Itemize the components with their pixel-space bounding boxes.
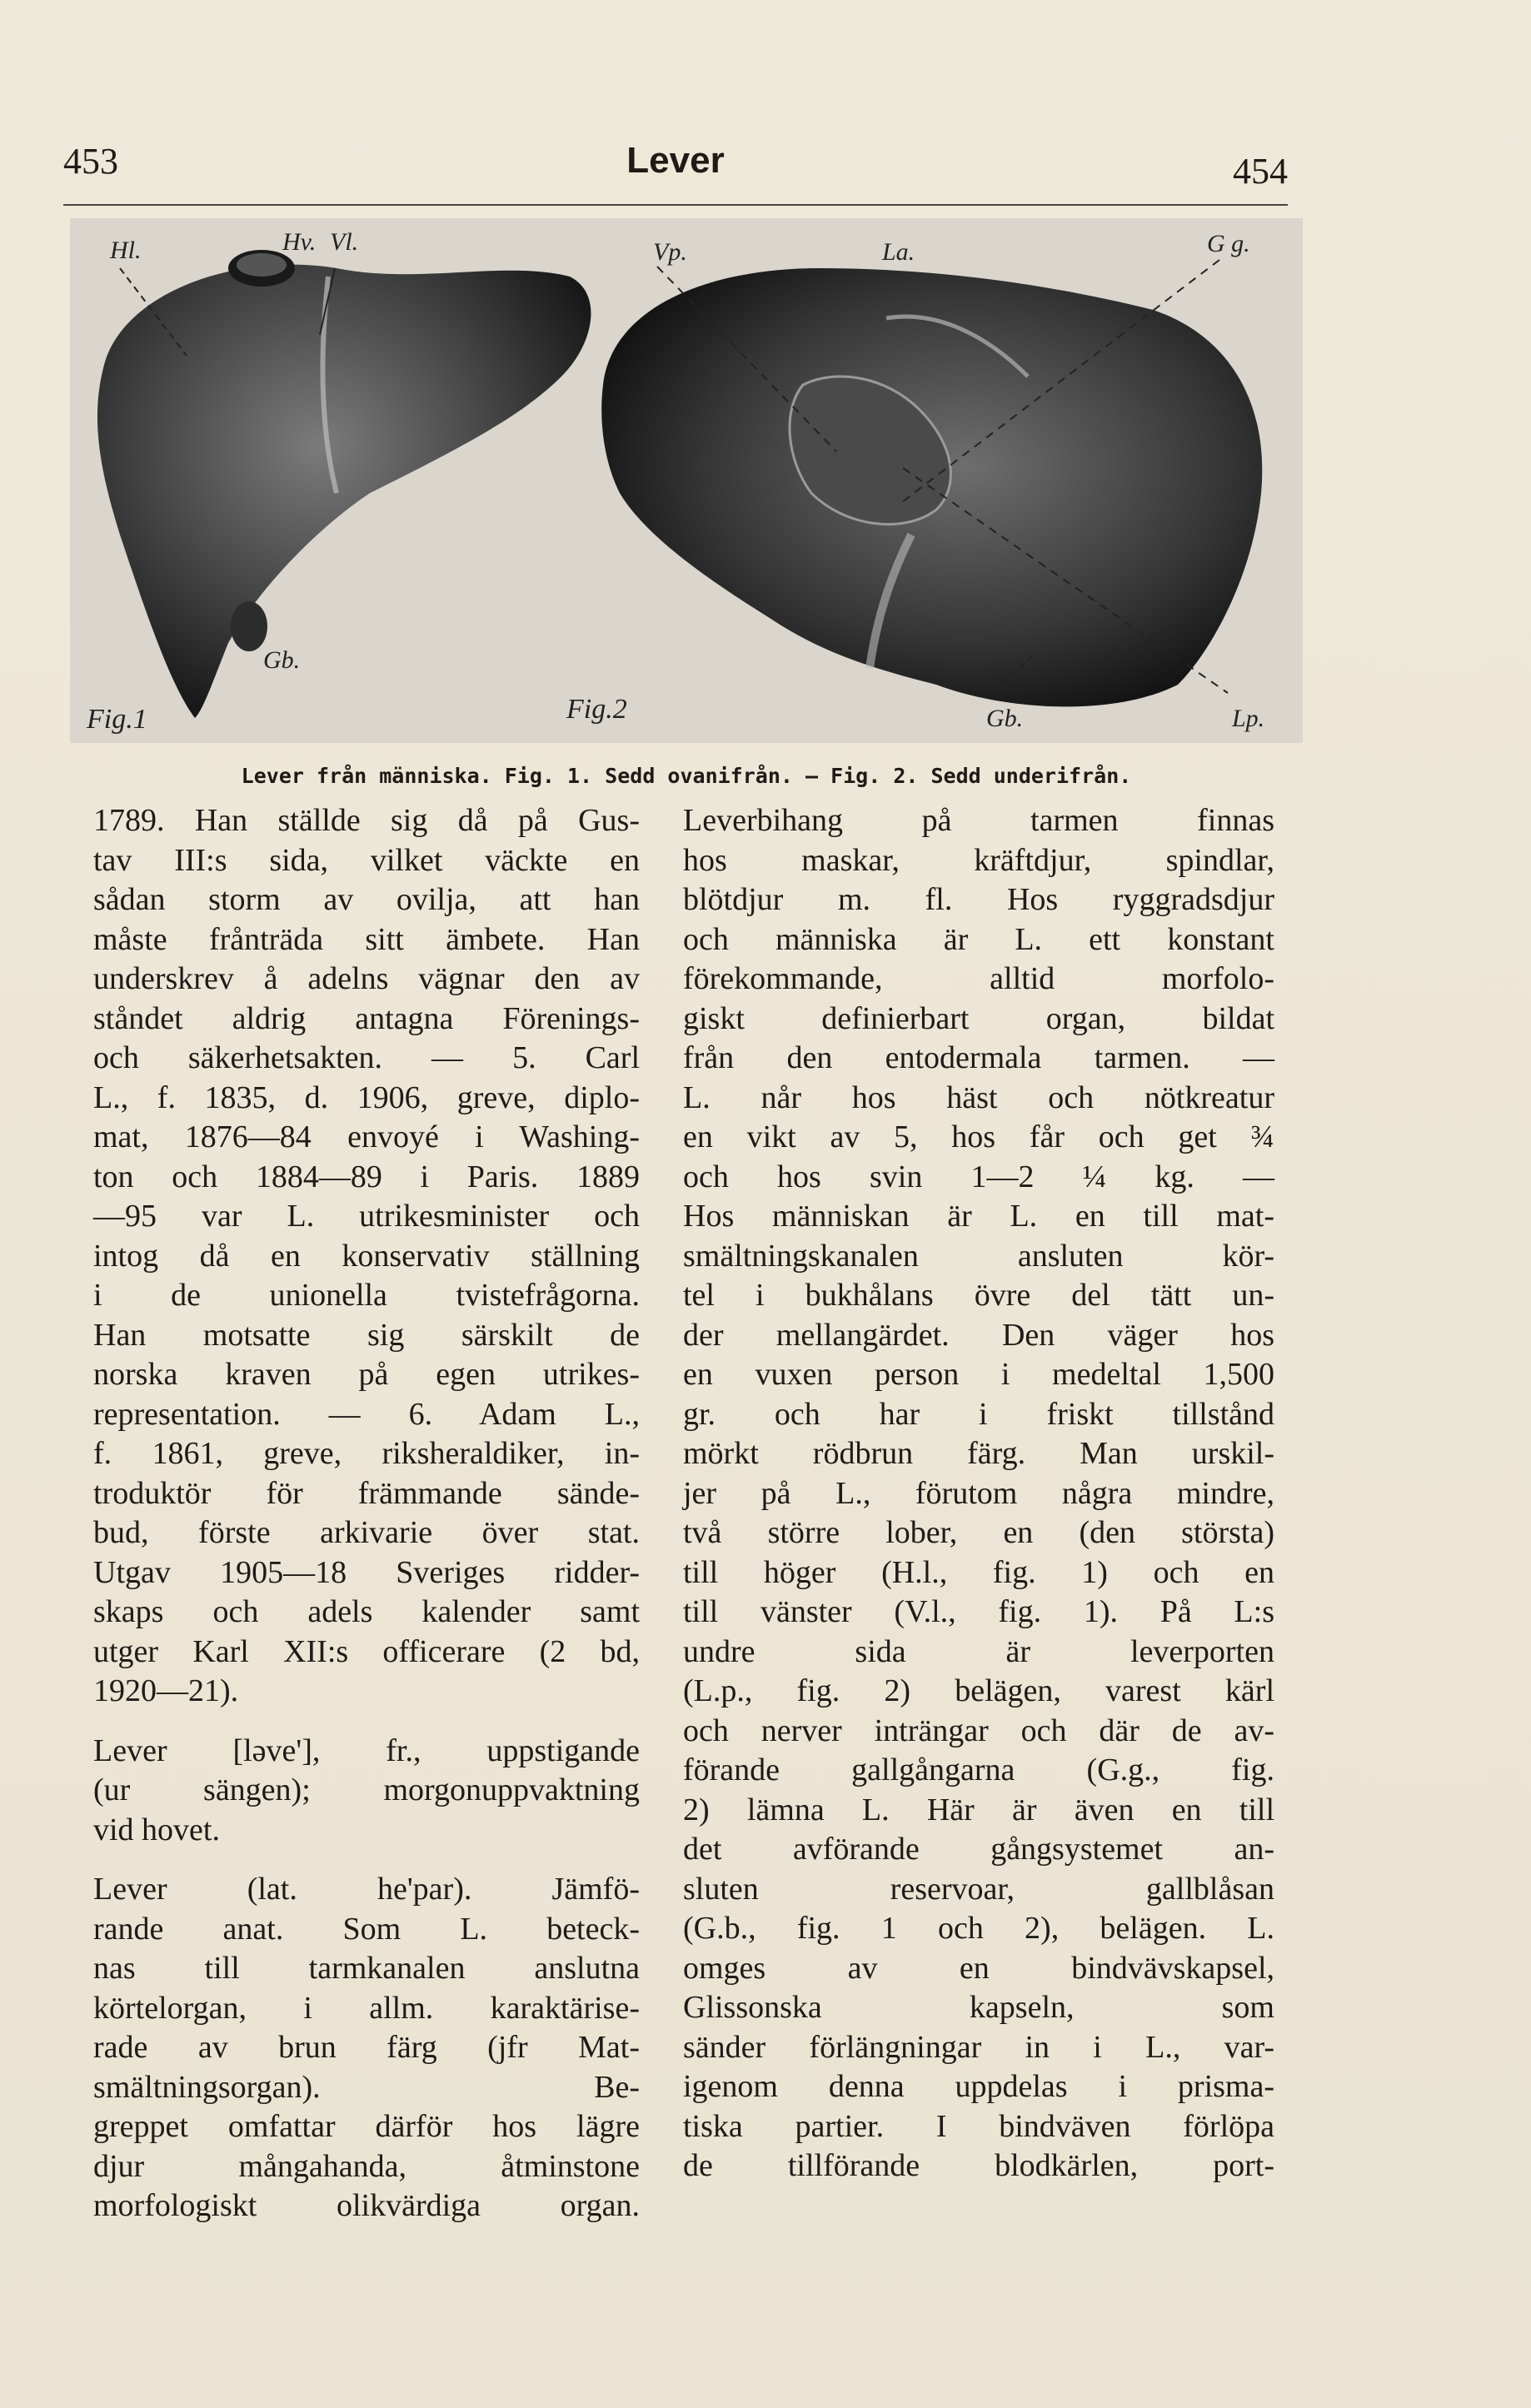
text-line: gr. och har i friskt tillstånd <box>683 1396 1274 1432</box>
text-line: smältningsorgan). Be- <box>93 2069 640 2105</box>
text-line: från den entodermala tarmen. — <box>683 1040 1274 1075</box>
text-line: der mellangärdet. Den väger hos <box>683 1317 1274 1353</box>
text-line: underskrev å adelns vägnar den av <box>93 961 640 996</box>
label-vp: Vp. <box>653 238 687 266</box>
text-line: det avförande gångsystemet an- <box>683 1832 1274 1867</box>
text-line: måste frånträda sitt ämbete. Han <box>93 921 640 957</box>
text-line: norska kraven på egen utrikes- <box>93 1357 640 1392</box>
text-line: Han motsatte sig särskilt de <box>93 1317 640 1353</box>
text-line: Glissonska kapseln, som <box>683 1990 1274 2025</box>
label-hv: Hv. <box>282 228 317 256</box>
text-line: och människa är L. ett konstant <box>683 921 1274 957</box>
liver-illustration <box>70 218 1303 743</box>
entry-lever-lat-line: Lever (lat. he'par). Jämfö- <box>93 1872 640 1907</box>
text-line: nas till tarmkanalen anslutna <box>93 1951 640 1986</box>
label-lp: Lp. <box>1232 705 1265 732</box>
text-line: utger Karl XII:s officerare (2 bd, <box>93 1633 640 1669</box>
text-line: blötdjur m. fl. Hos ryggradsdjur <box>683 882 1274 917</box>
text-line: till vänster (V.l., fig. 1). På L:s <box>683 1594 1274 1629</box>
text-line: tiska partier. I bindväven förlöpa <box>683 2108 1274 2144</box>
text-line: 2) lämna L. Här är även en till <box>683 1792 1274 1827</box>
text-line: morfologiskt olikvärdiga organ. <box>93 2188 640 2223</box>
text-line: rade av brun färg (jfr Mat- <box>93 2030 640 2065</box>
text-line: troduktör för främmande sände- <box>93 1475 640 1511</box>
text-line: de tillförande blodkärlen, port- <box>683 2148 1274 2183</box>
text-line: smältningskanalen ansluten kör- <box>683 1238 1274 1274</box>
text-line: sådan storm av ovilja, att han <box>93 882 640 917</box>
right-column <box>683 801 1274 2186</box>
text-line: L. når hos häst och nötkreatur <box>683 1079 1274 1115</box>
text-line: tel i bukhålans övre del tätt un- <box>683 1278 1274 1313</box>
header-rule <box>63 204 1288 206</box>
text-line: Utgav 1905—18 Sveriges ridder- <box>93 1554 640 1590</box>
figure-caption: Lever från människa. Fig. 1. Sedd ovanifrån. — Fig. 2. Sedd underifrån. <box>241 764 1132 788</box>
text-line: igenom denna uppdelas i prisma- <box>683 2069 1274 2104</box>
text-line: bud, förste arkivarie över stat. <box>93 1515 640 1550</box>
text-line: skaps och adels kalender samt <box>93 1594 640 1629</box>
text-line: ton och 1884—89 i Paris. 1889 <box>93 1159 640 1194</box>
text-line: och hos svin 1—2 ¼ kg. — <box>683 1159 1274 1194</box>
running-title: Lever <box>626 140 725 181</box>
text-line: två större lober, en (den största) <box>683 1515 1274 1550</box>
text-line: giskt definierbart organ, bildat <box>683 1000 1274 1036</box>
text-line: (L.p., fig. 2) belägen, varest kärl <box>683 1673 1274 1708</box>
text-line: f. 1861, greve, riksheraldiker, in- <box>93 1436 640 1471</box>
text-line: mat, 1876—84 envoyé i Washing- <box>93 1119 640 1154</box>
text-line: vid hovet. <box>93 1812 220 1847</box>
text-line: —95 var L. utrikesminister och <box>93 1199 640 1234</box>
text-line: och säkerhetsakten. — 5. Carl <box>93 1040 640 1075</box>
text-line: Hos människan är L. en till mat- <box>683 1199 1274 1234</box>
text-line: ståndet aldrig antagna Förenings- <box>93 1000 640 1036</box>
text-line: förekommande, alltid morfolo- <box>683 961 1274 996</box>
paragraph-gap <box>93 1712 640 1732</box>
page-number-right: 454 <box>1233 151 1288 192</box>
text-line: representation. — 6. Adam L., <box>93 1396 640 1432</box>
left-column <box>93 801 640 2226</box>
text-line: tav III:s sida, vilket väckte en <box>93 842 640 878</box>
text-line: hos maskar, kräftdjur, spindlar, <box>683 842 1274 878</box>
label-gb-fig2: Gb. <box>986 705 1024 732</box>
text-line: (G.b., fig. 1 och 2), belägen. L. <box>683 1911 1274 1946</box>
text-line: och nerver inträngar och där de av- <box>683 1713 1274 1748</box>
text-line: i de unionella tvistefrågorna. <box>93 1278 640 1313</box>
text-line: körtelorgan, i allm. karaktärise- <box>93 1990 640 2026</box>
text-line: 1789. Han ställde sig då på Gus- <box>93 803 640 838</box>
fig1-label: Fig.1 <box>87 704 147 735</box>
text-line: en vikt av 5, hos får och get ¾ <box>683 1119 1274 1154</box>
text-line: greppet omfattar därför hos lägre <box>93 2109 640 2144</box>
text-line: sluten reservoar, gallblåsan <box>683 1871 1274 1907</box>
entry-lever-fr-line: Lever [ləve'], fr., uppstigande <box>93 1732 640 1768</box>
label-gg: G g. <box>1207 230 1250 257</box>
fig2-label: Fig.2 <box>566 694 627 725</box>
text-line: intog då en konservativ ställning <box>93 1238 640 1274</box>
text-line: Leverbihang på tarmen finnas <box>683 803 1274 838</box>
text-line: mörkt rödbrun färg. Man urskil- <box>683 1436 1274 1471</box>
liver-drawing <box>70 218 1303 743</box>
text-line: till höger (H.l., fig. 1) och en <box>683 1554 1274 1590</box>
text-line: L., f. 1835, d. 1906, greve, diplo- <box>93 1079 640 1115</box>
label-hl: Hl. <box>110 237 142 264</box>
text-line: en vuxen person i medeltal 1,500 <box>683 1357 1274 1392</box>
label-la: La. <box>882 238 915 266</box>
running-header <box>63 133 1288 200</box>
text-line: omges av en bindvävskapsel, <box>683 1950 1274 1986</box>
text-line: rande anat. Som L. beteck- <box>93 1911 640 1947</box>
text-line: undre sida är leverporten <box>683 1633 1274 1669</box>
text-line: djur mångahanda, åtminstone <box>93 2148 640 2184</box>
text-line: 1920—21). <box>93 1673 239 1708</box>
text-line: sänder förlängningar in i L., var- <box>683 2029 1274 2065</box>
page-number-left: 453 <box>63 141 118 182</box>
text-line: (ur sängen); morgonuppvaktning <box>93 1772 640 1807</box>
paragraph-gap <box>93 1850 640 1870</box>
label-gb-fig1: Gb. <box>263 646 301 674</box>
text-line: förande gallgångarna (G.g., fig. <box>683 1752 1274 1787</box>
label-vl: Vl. <box>330 228 359 256</box>
text-line: jer på L., förutom några mindre, <box>683 1475 1274 1511</box>
